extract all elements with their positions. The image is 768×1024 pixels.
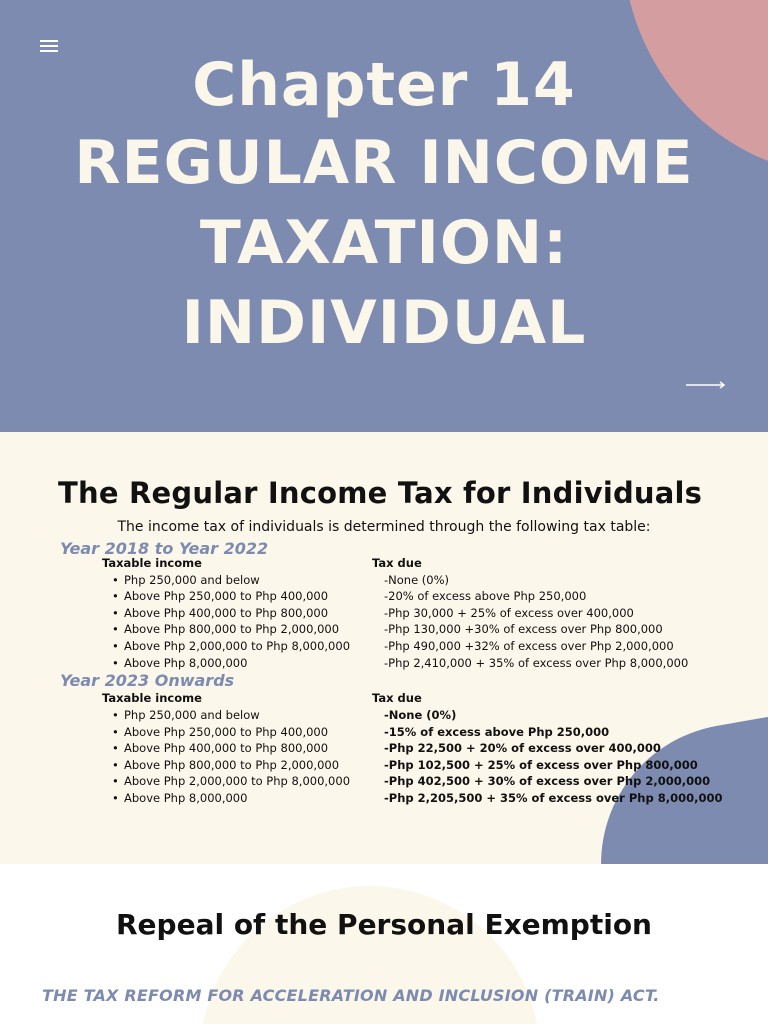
table-row-tax-due: -15% of excess above Php 250,000 <box>384 725 610 739</box>
chapter-title-line-1: Chapter 14 <box>192 50 576 120</box>
table-row-income: • Above Php 400,000 to Php 800,000 <box>124 741 328 755</box>
column-header-tax-due: Tax due <box>372 691 422 705</box>
table-row-income: • Above Php 2,000,000 to Php 8,000,000 <box>124 774 350 788</box>
table-row-income: • Above Php 400,000 to Php 800,000 <box>124 606 328 620</box>
table-row-income: • Above Php 800,000 to Php 2,000,000 <box>124 622 339 636</box>
table-row-tax-due: -Php 130,000 +30% of excess over Php 800,000 <box>384 622 663 636</box>
personal-exemption-slide <box>0 864 768 1024</box>
slide-intro-text: The income tax of individuals is determined through the following tax table: <box>117 519 651 535</box>
table-row-income: • Php 250,000 and below <box>124 573 260 587</box>
long-arrow-right-icon[interactable] <box>686 381 726 389</box>
slide-subheading: THE TAX REFORM FOR ACCELERATION AND INCLUSION (TRAIN) ACT. <box>42 986 660 1005</box>
year-label-2018-2022: Year 2018 to Year 2022 <box>60 539 269 558</box>
table-row-tax-due: -Php 102,500 + 25% of excess over Php 800,000 <box>384 758 698 772</box>
table-row-tax-due: -Php 402,500 + 30% of excess over Php 2,000,000 <box>384 774 711 788</box>
column-header-taxable-income: Taxable income <box>102 556 202 570</box>
table-row-tax-due: -None (0%) <box>384 708 457 722</box>
table-row-income: • Php 250,000 and below <box>124 708 260 722</box>
tax-table-slide <box>0 432 768 864</box>
chapter-title-line-3: TAXATION: <box>199 208 569 278</box>
table-row-tax-due: -Php 2,205,500 + 35% of excess over Php 8,000,000 <box>384 791 723 805</box>
slide-heading: Repeal of the Personal Exemption <box>116 908 652 941</box>
chapter-title-line-4: INDIVIDUAL <box>181 288 587 358</box>
table-row-tax-due: -20% of excess above Php 250,000 <box>384 589 587 603</box>
title-slide <box>0 0 768 432</box>
chapter-title-line-2: REGULAR INCOME <box>74 128 694 198</box>
table-row-tax-due: -Php 22,500 + 20% of excess over 400,000 <box>384 741 661 755</box>
slide-heading: The Regular Income Tax for Individuals <box>58 476 703 510</box>
table-row-income: • Above Php 8,000,000 <box>124 656 247 670</box>
table-row-tax-due: -None (0%) <box>384 573 450 587</box>
table-row-income: • Above Php 250,000 to Php 400,000 <box>124 589 328 603</box>
table-row-income: • Above Php 250,000 to Php 400,000 <box>124 725 328 739</box>
column-header-taxable-income: Taxable income <box>102 691 202 705</box>
table-row-tax-due: -Php 490,000 +32% of excess over Php 2,000,000 <box>384 639 674 653</box>
table-row-income: • Above Php 800,000 to Php 2,000,000 <box>124 758 339 772</box>
table-row-income: • Above Php 2,000,000 to Php 8,000,000 <box>124 639 350 653</box>
table-row-tax-due: -Php 2,410,000 + 35% of excess over Php 8,000,000 <box>384 656 689 670</box>
year-label-2023-onwards: Year 2023 Onwards <box>60 671 235 690</box>
table-row-income: • Above Php 8,000,000 <box>124 791 247 805</box>
column-header-tax-due: Tax due <box>372 556 422 570</box>
table-row-tax-due: -Php 30,000 + 25% of excess over 400,000 <box>384 606 634 620</box>
